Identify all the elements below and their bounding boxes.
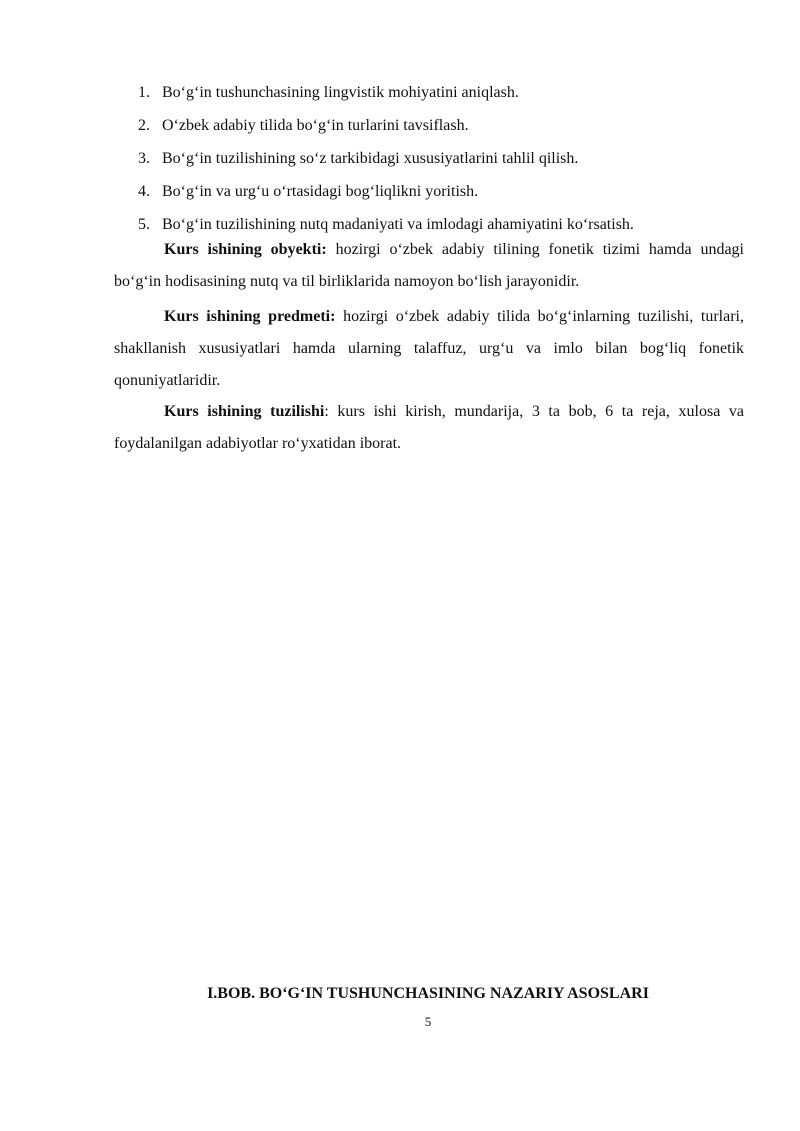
subject-label: Kurs ishining predmeti: [164, 308, 336, 325]
list-item-text: Bo‘g‘in tuzilishining nutq madaniyati va imlodagi ahamiyatini ko‘rsatish. [162, 216, 634, 233]
list-item-text: O‘zbek adabiy tilida bo‘g‘in turlarini tavsiflash. [162, 117, 469, 134]
list-item [138, 142, 758, 175]
subject-paragraph [114, 301, 744, 397]
structure-label: Kurs ishining tuzilishi [164, 403, 325, 420]
list-item-text: Bo‘g‘in tushunchasining lingvistik mohiyatini aniqlash. [162, 84, 519, 101]
structure-text: : kurs ishi kirish, mundarija, 3 ta bob, 6 ta reja, xulosa va foydalanilgan adabiyotlar ro‘yxatidan iborat. [114, 403, 744, 452]
page-number: 5 [424, 1014, 432, 1029]
subject-text: hozirgi o‘zbek adabiy tilida bo‘g‘inlarning tuzilishi, turlari, shakllanish xususiyatlari hamda ularning talaffuz, urg‘u va imlo bilan bog‘liq fonetik qonuniyatlaridir. [114, 308, 745, 389]
list-item-number: 4. [138, 183, 150, 200]
list-item [138, 109, 758, 142]
objectives-list [138, 76, 758, 241]
list-item-number: 2. [138, 117, 150, 134]
structure-paragraph [114, 396, 744, 460]
object-label: Kurs ishining obyekti: [164, 241, 327, 258]
list-item [138, 175, 758, 208]
list-item-number: 5. [138, 216, 150, 233]
chapter-title: I.BOB. BO‘G‘IN TUSHUNCHASINING NAZARIY ASOSLARI [207, 985, 649, 1002]
list-item-text: Bo‘g‘in tuzilishining so‘z tarkibidagi xususiyatlarini tahlil qilish. [162, 150, 579, 167]
object-paragraph [114, 234, 744, 298]
list-item [138, 76, 758, 109]
list-item-text: Bo‘g‘in va urg‘u o‘rtasidagi bog‘liqlikni yoritish. [162, 183, 479, 200]
list-item-number: 1. [138, 84, 150, 101]
list-item-number: 3. [138, 150, 150, 167]
object-text: hozirgi o‘zbek adabiy tilining fonetik tizimi hamda undagi bo‘g‘in hodisasining nutq va til birliklarida namoyon bo‘lish jarayonidir. [114, 241, 744, 290]
